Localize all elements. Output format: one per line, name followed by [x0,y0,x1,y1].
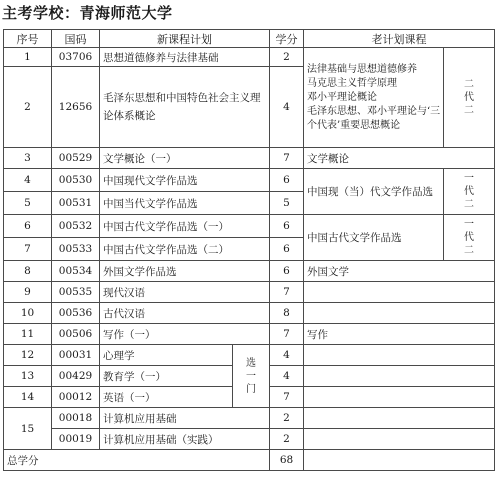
code-cell: 03706 [52,48,100,67]
empty-old-course-cell [304,408,495,429]
code-cell: 00429 [52,366,100,387]
old-course-cell: 中国古代文学作品选 [304,215,444,261]
code-cell: 00534 [52,261,100,282]
credit-cell: 2 [270,408,304,429]
code-cell: 00531 [52,192,100,215]
credit-cell: 4 [270,366,304,387]
credit-cell: 4 [270,345,304,366]
table-row [4,215,495,238]
credit-cell: 2 [270,48,304,67]
code-cell: 00530 [52,169,100,192]
course-name-cell: 英语（一） [100,387,233,408]
table-row [4,282,495,303]
seq-cell: 8 [4,261,52,282]
seq-cell: 7 [4,238,52,261]
code-cell: 00012 [52,387,100,408]
course-name-cell: 中国现代文学作品选 [100,169,270,192]
course-name-cell: 文学概论（一） [100,148,270,169]
seq-cell: 6 [4,215,52,238]
course-plan-table [3,29,495,471]
course-name-cell: 写作（一） [100,324,270,345]
credit-cell: 7 [270,282,304,303]
credit-cell: 6 [270,215,304,238]
choice-mark-cell [444,169,495,215]
old-course-cell: 写作 [304,324,495,345]
seq-cell: 9 [4,282,52,303]
course-name-cell: 心理学 [100,345,233,366]
header-old-plan: 老计划课程 [304,30,495,48]
seq-cell: 13 [4,366,52,387]
choice-mark-cell [444,48,495,148]
total-credit: 68 [270,450,304,471]
table-row [4,345,495,366]
choice-mark-cell [444,215,495,261]
empty-old-course-cell [304,303,495,324]
school-title: 主考学校：青海师范大学 [2,4,173,22]
code-cell: 00031 [52,345,100,366]
seq-cell: 2 [4,67,52,148]
table-row [4,408,495,429]
header-code: 国码 [52,30,100,48]
course-name-cell: 计算机应用基础 [100,408,270,429]
empty-old-course-cell [304,345,495,366]
credit-cell: 7 [270,148,304,169]
total-label: 总学分 [4,450,270,471]
seq-cell: 15 [4,408,52,450]
credit-cell: 2 [270,429,304,450]
credit-cell: 5 [270,192,304,215]
seq-cell: 12 [4,345,52,366]
table-header-row [4,30,495,48]
credit-cell: 4 [270,67,304,148]
code-cell: 00532 [52,215,100,238]
header-seq: 序号 [4,30,52,48]
table-row [4,261,495,282]
course-name-cell: 中国古代文学作品选（二） [100,238,270,261]
seq-cell: 14 [4,387,52,408]
course-name-cell: 思想道德修养与法律基础 [100,48,270,67]
code-cell: 12656 [52,67,100,148]
elective-mark-text: 选一门 [246,357,256,395]
header-credit: 学分 [270,30,304,48]
course-name-cell: 现代汉语 [100,282,270,303]
code-cell: 00533 [52,238,100,261]
old-course-text: 邓小平理论概论 [307,91,377,103]
seq-cell: 3 [4,148,52,169]
seq-cell: 10 [4,303,52,324]
code-cell: 00018 [52,408,100,429]
seq-cell: 1 [4,48,52,67]
course-name-cell: 中国古代文学作品选（一） [100,215,270,238]
code-cell: 00506 [52,324,100,345]
table-row [4,169,495,192]
choice-mark-text: 一代二 [464,219,474,256]
old-course-cell: 外国文学 [304,261,495,282]
empty-old-course-cell [304,282,495,303]
code-cell: 00535 [52,282,100,303]
empty-old-course-cell [304,450,495,471]
course-name-cell: 毛泽东思想和中国特色社会主义理论体系概论 [100,67,270,148]
credit-cell: 6 [270,238,304,261]
code-cell: 00529 [52,148,100,169]
seq-cell: 5 [4,192,52,215]
credit-cell: 6 [270,261,304,282]
old-course-text: 法律基础与思想道德修养 [307,63,417,75]
credit-cell: 8 [270,303,304,324]
empty-old-course-cell [304,387,495,408]
old-course-text: 毛泽东思想、邓小平理论与‘三个代表’重要思想概论 [307,105,441,131]
choice-mark-text: 二代二 [464,79,474,116]
table-row [4,48,495,67]
course-name-cell: 古代汉语 [100,303,270,324]
course-name-cell: 教育学（一） [100,366,233,387]
table-row [4,148,495,169]
old-course-text: 马克思主义哲学原理 [307,77,397,89]
total-row [4,450,495,471]
empty-old-course-cell [304,366,495,387]
empty-old-course-cell [304,429,495,450]
course-name-cell: 中国当代文学作品选 [100,192,270,215]
seq-cell: 11 [4,324,52,345]
course-name-cell: 外国文学作品选 [100,261,270,282]
old-politics-cell [304,48,444,148]
table-row [4,324,495,345]
choice-mark-text: 一代二 [464,173,474,210]
course-name-cell: 计算机应用基础（实践） [100,429,270,450]
code-cell: 00019 [52,429,100,450]
code-cell: 00536 [52,303,100,324]
credit-cell: 7 [270,324,304,345]
credit-cell: 7 [270,387,304,408]
table-row [4,429,495,450]
old-course-cell: 文学概论 [304,148,495,169]
elective-mark-cell [233,345,270,408]
table-row [4,303,495,324]
credit-cell: 6 [270,169,304,192]
header-new-plan: 新课程计划 [100,30,270,48]
seq-cell: 4 [4,169,52,192]
old-course-cell: 中国现（当）代文学作品选 [304,169,444,215]
